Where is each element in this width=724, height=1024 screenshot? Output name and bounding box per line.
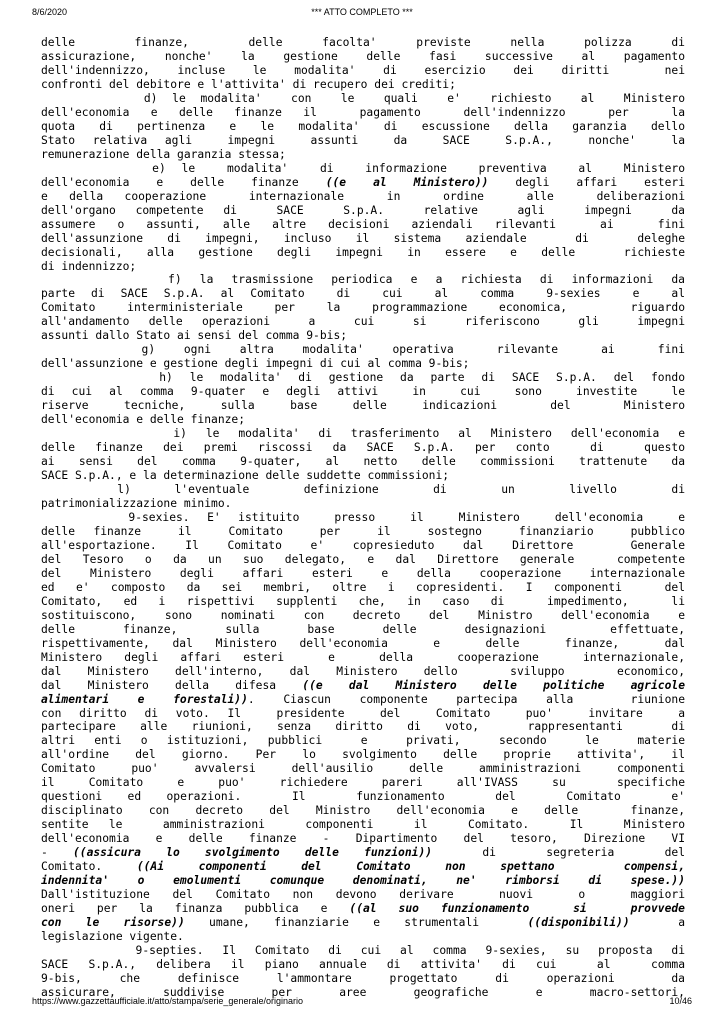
text-line	[41, 944, 685, 958]
text-line	[41, 888, 685, 902]
text-line	[41, 455, 685, 469]
amended-text: ((disponibili))	[527, 916, 630, 930]
line-text: del Tesoro o da un suo delegato, e dal Direttore generale competente	[41, 552, 685, 566]
text-line	[41, 776, 685, 790]
text-line	[41, 972, 685, 986]
text-line	[41, 176, 685, 190]
text-line	[41, 874, 685, 888]
line-text: SACE S.p.A., delibera il piano annuale di attivita' di cui al comma	[41, 957, 685, 971]
line-text: e della cooperazione internazionale in ordine alle deliberazioni	[41, 189, 685, 203]
line-text: delle finanze, delle facolta' previste nella polizza di	[41, 36, 685, 49]
line-text: altri enti o istituzioni, pubblici e privati, secondo le materie	[41, 734, 685, 748]
text-line	[41, 707, 685, 721]
text-line	[41, 958, 685, 972]
text-line	[41, 860, 685, 874]
text-line	[41, 497, 685, 511]
source-url-link[interactable]: https://www.gazzettaufficiale.it/atto/stampa/serie_generale/originario	[32, 996, 303, 1006]
line-text: dell'indennizzo, incluse le modalita' di esercizio dei diritti nei	[41, 63, 685, 77]
line-text: Ministero degli affari esteri e della cooperazione internazionale,	[41, 650, 685, 664]
text-line	[41, 329, 685, 343]
line-text: f) la trasmissione periodica e a richiesta di informazioni da	[41, 273, 685, 287]
text-line	[41, 246, 685, 260]
line-text: sentite le amministrazioni componenti il Comitato. Il Ministero	[41, 818, 685, 832]
text-line	[41, 679, 685, 693]
line-text: all'andamento delle operazioni a cui si riferiscono gli impegni	[41, 315, 685, 329]
line-text: degli affari esteri	[488, 175, 685, 189]
text-line	[41, 762, 685, 776]
line-text: dal Ministero della difesa	[41, 678, 303, 692]
line-text: all'esportazione. Il Comitato e' copresieduto dal Direttore Generale	[41, 538, 685, 552]
text-line	[41, 204, 685, 218]
line-text: dell'economia e delle finanze;	[41, 413, 246, 427]
text-line	[41, 50, 685, 64]
line-text: SACE S.p.A., e la determinazione delle suddette commissioni;	[41, 469, 450, 483]
text-line	[41, 273, 685, 287]
text-line	[41, 413, 685, 427]
text-line	[41, 287, 685, 301]
text-line	[41, 525, 685, 539]
text-line	[41, 930, 685, 944]
text-line	[41, 260, 685, 274]
text-line	[41, 539, 685, 553]
amended-text: indennita' o emolumenti comunque denominati, ne' rimborsi di spese.))	[41, 874, 685, 888]
amended-text: con le risorse))	[41, 916, 185, 930]
line-text: assumere o assunti, alle altre decisioni aziendali rilevanti ai fini	[41, 217, 685, 231]
line-text: del Ministero degli affari esteri e della cooperazione internazionale	[41, 566, 685, 580]
line-text: dell'economia e delle finanze	[41, 175, 326, 189]
text-line	[41, 301, 685, 315]
line-text: Dall'istituzione del Comitato non devono derivare nuovi o maggiori	[41, 888, 685, 902]
line-text: Comitato, ed i rispettivi supplenti che, in caso di impedimento, li	[41, 594, 685, 608]
text-line	[41, 427, 685, 441]
line-text: dell'organo competente di SACE S.p.A. relative agli impegni da	[41, 203, 685, 217]
line-text: delle finanze il Comitato per il sostegno finanziario pubblico	[41, 524, 685, 538]
text-line	[41, 441, 685, 455]
text-line	[41, 357, 685, 371]
text-line	[41, 469, 685, 483]
line-text: dal Ministero dell'interno, dal Ministero dello sviluppo economico,	[41, 664, 685, 678]
text-line	[41, 134, 685, 148]
text-line	[41, 734, 685, 748]
line-text: assunti dallo Stato ai sensi del comma 9-bis;	[41, 329, 348, 343]
page-header	[0, 7, 724, 21]
text-line	[41, 581, 685, 595]
text-line	[41, 623, 685, 637]
line-text: riserve tecniche, sulla base delle indicazioni del Ministero	[41, 399, 685, 413]
text-line	[41, 832, 685, 846]
line-text: umane, finanziarie e strumentali	[184, 916, 528, 930]
text-line	[41, 846, 685, 860]
text-line	[41, 92, 685, 106]
line-text: d) le modalita' con le quali e' richiesto al Ministero	[41, 91, 685, 105]
line-text: delle finanze, sulla base delle designazioni effettuate,	[41, 622, 685, 636]
text-line	[41, 567, 685, 581]
text-line	[41, 651, 685, 665]
line-text: h) le modalita' di gestione da parte di SACE S.p.A. del fondo	[41, 371, 685, 385]
text-line	[41, 483, 685, 497]
line-text: ed e' composto da sei membri, oltre i copresidenti. I componenti del	[41, 580, 685, 594]
text-line	[41, 693, 685, 707]
line-text: dell'economia e delle finanze - Dipartimento del tesoro, Direzione VI	[41, 832, 685, 846]
line-text: dell'assunzione di impegni, incluso il sistema aziendale di deleghe	[41, 231, 685, 245]
line-text: confronti del debitore e l'attivita' di recupero dei crediti;	[41, 77, 456, 91]
line-text: 9-bis, che definisce l'ammontare progettato di operazioni da	[41, 971, 685, 985]
line-text: Comitato.	[41, 860, 137, 874]
text-line	[41, 385, 685, 399]
line-text: Comitato puo' avvalersi dell'ausilio delle amministrazioni componenti	[41, 762, 685, 776]
text-line	[41, 720, 685, 734]
text-line	[41, 595, 685, 609]
print-date: 8/6/2020	[32, 7, 68, 17]
text-line	[41, 804, 685, 818]
text-line	[41, 371, 685, 385]
line-text: 9-septies. Il Comitato di cui al comma 9-sexies, su proposta di	[41, 943, 685, 957]
text-line	[41, 916, 685, 930]
page-footer	[0, 996, 724, 1010]
line-text: l) l'eventuale definizione di un livello di	[41, 483, 686, 496]
text-line	[41, 818, 685, 832]
text-line	[41, 218, 685, 232]
text-line	[41, 790, 685, 804]
line-text: dell'assunzione e gestione degli impegni di cui al comma 9-bis;	[41, 357, 470, 371]
line-text: patrimonializzazione minimo.	[41, 496, 232, 510]
line-text: quota di pertinenza e le modalita' di escussione della garanzia dello	[41, 119, 685, 133]
line-text: ai sensi del comma 9-quater, al netto delle commissioni trattenute da	[41, 455, 685, 469]
line-text: il Comitato e puo' richiedere pareri all'IVASS su specifiche	[41, 776, 685, 790]
text-line	[41, 120, 685, 134]
amended-text: ((assicura lo svolgimento delle funzioni))	[72, 846, 433, 860]
text-line	[41, 315, 685, 329]
line-text: all'ordine del giorno. Per lo svolgimento delle proprie attivita', il	[41, 748, 685, 762]
line-text: i) le modalita' di trasferimento al Ministero dell'economia e	[41, 427, 685, 441]
text-line	[41, 902, 685, 916]
line-text: con diritto di voto. Il presidente del Comitato puo' invitare a	[41, 706, 685, 720]
amended-text: alimentari e forestali))	[41, 692, 248, 706]
document-title: *** ATTO COMPLETO ***	[311, 7, 413, 17]
text-line	[41, 78, 685, 92]
line-text: . Ciascun componente partecipa alla riunione	[247, 692, 686, 706]
line-text: di indennizzo;	[41, 259, 137, 273]
line-text: e) le modalita' di informazione preventiva al Ministero	[41, 161, 685, 175]
amended-text: ((e dal Ministero delle politiche agricole	[302, 678, 685, 692]
text-line	[41, 609, 685, 623]
line-text: sostituiscono, sono nominati con decreto del Ministro dell'economia e	[41, 608, 685, 622]
text-line	[41, 665, 685, 679]
line-text: di cui al comma 9-quater e degli attivi in cui sono investite le	[41, 385, 685, 399]
text-line	[41, 553, 685, 567]
document-body	[41, 36, 685, 1000]
line-text: remunerazione della garanzia stessa;	[41, 147, 286, 161]
line-text: g) ogni altra modalita' operativa rilevante ai fini	[41, 343, 685, 357]
line-text: parte di SACE S.p.A. al Comitato di cui al comma 9-sexies e al	[41, 287, 685, 301]
line-text: dell'economia e delle finanze il pagamento dell'indennizzo per la	[41, 105, 685, 119]
line-text: -	[41, 846, 73, 860]
line-text: a	[629, 916, 685, 930]
line-text: assicurazione, nonche' la gestione delle fasi successive al pagamento	[41, 49, 685, 63]
text-line	[41, 190, 685, 204]
line-text: legislazione vigente.	[41, 930, 184, 943]
line-text: oneri per la finanza pubblica e	[41, 902, 350, 916]
text-line	[41, 511, 685, 525]
amended-text: ((al suo funzionamento si provvede	[349, 902, 685, 916]
line-text: partecipare alle riunioni, senza diritto di voto, rappresentanti di	[41, 720, 685, 734]
line-text: disciplinato con decreto del Ministro dell'economia e delle finanze,	[41, 804, 685, 818]
text-line	[41, 148, 685, 162]
line-text: rispettivamente, dal Ministero dell'economia e delle finanze, dal	[41, 636, 685, 650]
text-line	[41, 106, 685, 120]
text-line	[41, 637, 685, 651]
page-number: 10/46	[669, 996, 692, 1006]
text-line	[41, 64, 685, 78]
text-line	[41, 36, 685, 50]
line-text: assicurare, suddivise per aree geografiche e macro-settori,	[41, 985, 685, 999]
text-line	[41, 748, 685, 762]
amended-text: ((e al Ministero))	[325, 175, 489, 189]
line-text: Comitato interministeriale per la programmazione economica, riguardo	[41, 301, 685, 315]
line-text: Stato relativa agli impegni assunti da SACE S.p.A., nonche' la	[41, 133, 685, 147]
line-text: questioni ed operazioni. Il funzionamento del Comitato e'	[41, 790, 685, 804]
text-line	[41, 343, 685, 357]
text-line	[41, 162, 685, 176]
text-line	[41, 399, 685, 413]
line-text: delle finanze dei premi riscossi da SACE S.p.A. per conto di questo	[41, 441, 685, 455]
line-text: 9-sexies. E' istituito presso il Ministero dell'economia e	[41, 510, 685, 524]
amended-text: ((Ai componenti del Comitato non spettano compensi,	[136, 860, 685, 874]
line-text: decisionali, alla gestione degli impegni in essere e delle richieste	[41, 245, 685, 259]
text-line	[41, 232, 685, 246]
line-text: di segreteria del	[432, 846, 686, 860]
